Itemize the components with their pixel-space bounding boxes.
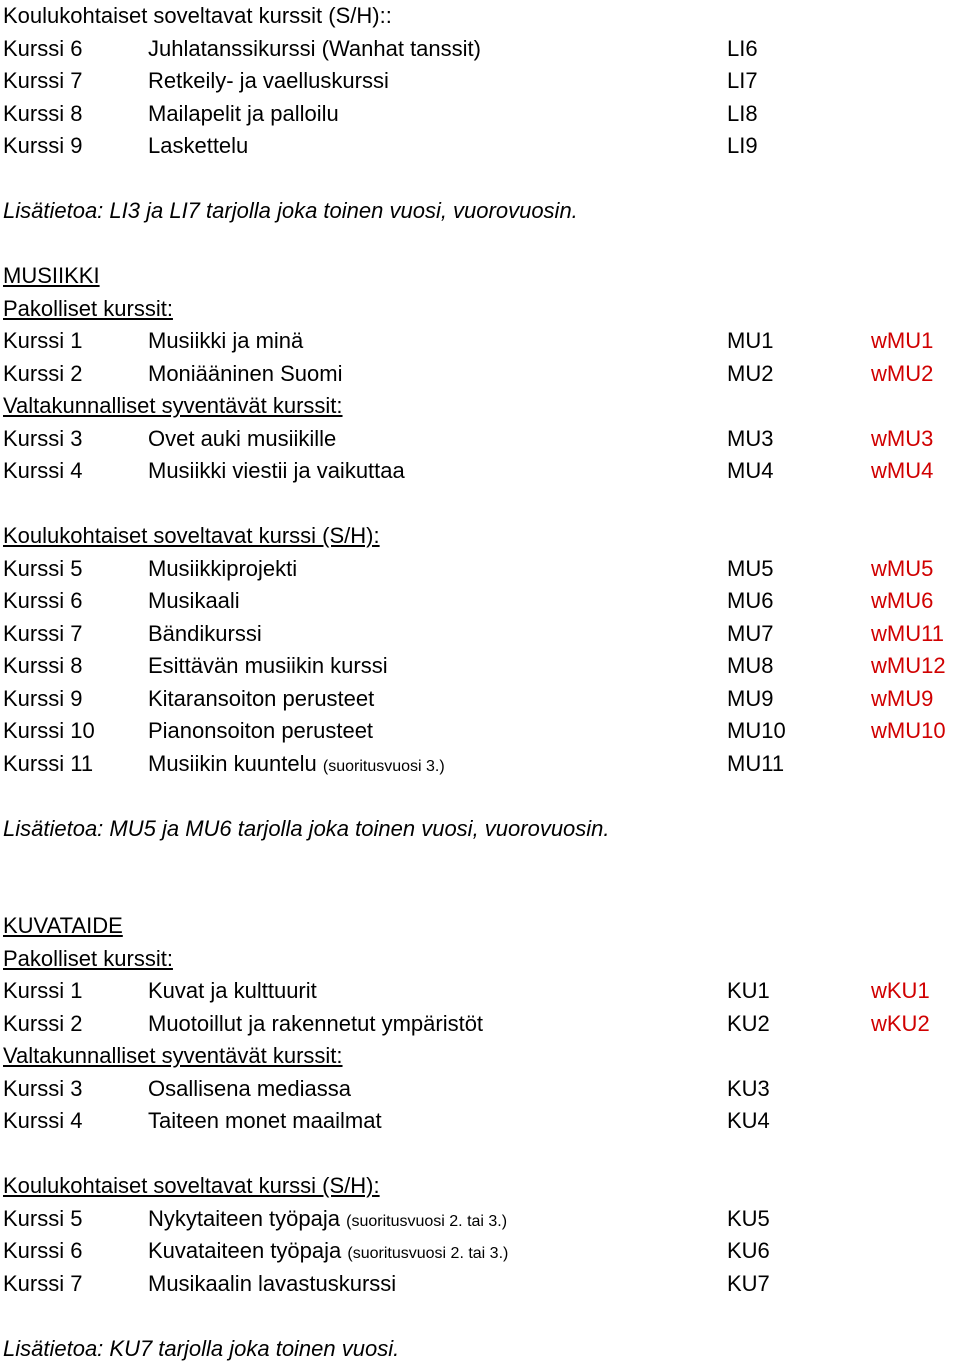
course-row bbox=[3, 1073, 958, 1106]
course-row bbox=[3, 358, 958, 391]
course-number: Kurssi 3 bbox=[3, 423, 82, 456]
course-code: LI9 bbox=[727, 130, 758, 163]
course-number: Kurssi 5 bbox=[3, 553, 82, 586]
course-name: Musiikki viestii ja vaikuttaa bbox=[148, 455, 405, 488]
course-code: KU1 bbox=[727, 975, 770, 1008]
web-course-code: wMU12 bbox=[871, 650, 946, 683]
course-row bbox=[3, 1203, 958, 1236]
heading-text: Valtakunnalliset syventävät kurssit: bbox=[3, 393, 343, 418]
course-row bbox=[3, 715, 958, 748]
heading-text: Pakolliset kurssit: bbox=[3, 946, 173, 971]
subject-title-kuvataide bbox=[3, 910, 958, 943]
info-text: Lisätietoa: LI3 ja LI7 tarjolla joka toinen vuosi, vuorovuosin. bbox=[3, 195, 578, 228]
course-code: MU7 bbox=[727, 618, 773, 651]
course-number: Kurssi 5 bbox=[3, 1203, 82, 1236]
course-code: KU5 bbox=[727, 1203, 770, 1236]
subject-title-musiikki bbox=[3, 260, 958, 293]
course-code: LI8 bbox=[727, 98, 758, 131]
course-name: Muotoillut ja rakennetut ympäristöt bbox=[148, 1008, 483, 1041]
course-year-note: (suoritusvuosi 2. tai 3.) bbox=[346, 1213, 507, 1230]
course-code: MU4 bbox=[727, 455, 773, 488]
course-number: Kurssi 6 bbox=[3, 33, 82, 66]
course-row bbox=[3, 455, 958, 488]
course-row bbox=[3, 1235, 958, 1268]
course-code: KU6 bbox=[727, 1235, 770, 1268]
course-name-with-note bbox=[148, 748, 445, 784]
course-code: MU11 bbox=[727, 748, 784, 781]
course-number: Kurssi 9 bbox=[3, 683, 82, 716]
course-code: LI6 bbox=[727, 33, 758, 66]
course-code: KU4 bbox=[727, 1105, 770, 1138]
course-name: Musiikki ja minä bbox=[148, 325, 303, 358]
course-row bbox=[3, 325, 958, 358]
course-number: Kurssi 7 bbox=[3, 1268, 82, 1301]
course-number: Kurssi 4 bbox=[3, 455, 82, 488]
course-name: Esittävän musiikin kurssi bbox=[148, 650, 388, 683]
course-name: Taiteen monet maailmat bbox=[148, 1105, 382, 1138]
course-name: Musiikkiprojekti bbox=[148, 553, 297, 586]
heading-text: Koulukohtaiset soveltavat kurssi (S/H): bbox=[3, 523, 380, 548]
course-number: Kurssi 7 bbox=[3, 65, 82, 98]
course-number: Kurssi 2 bbox=[3, 1008, 82, 1041]
web-course-code: wMU5 bbox=[871, 553, 933, 586]
course-code: MU2 bbox=[727, 358, 773, 391]
web-course-code: wKU1 bbox=[871, 975, 930, 1008]
course-number: Kurssi 7 bbox=[3, 618, 82, 651]
course-row bbox=[3, 1008, 958, 1041]
compulsory-heading bbox=[3, 293, 958, 326]
course-name: Kuvat ja kulttuurit bbox=[148, 975, 317, 1008]
course-code: LI7 bbox=[727, 65, 758, 98]
course-code: KU7 bbox=[727, 1268, 770, 1301]
course-row bbox=[3, 748, 958, 781]
subject-title-text: KUVATAIDE bbox=[3, 913, 123, 938]
course-name: Kuvataiteen työpaja bbox=[148, 1238, 341, 1263]
course-row bbox=[3, 65, 958, 98]
compulsory-heading bbox=[3, 943, 958, 976]
course-row bbox=[3, 98, 958, 131]
course-name: Juhlatanssikurssi (Wanhat tanssit) bbox=[148, 33, 481, 66]
course-number: Kurssi 6 bbox=[3, 1235, 82, 1268]
course-code: MU3 bbox=[727, 423, 773, 456]
course-code: MU8 bbox=[727, 650, 773, 683]
course-number: Kurssi 1 bbox=[3, 975, 82, 1008]
web-course-code: wMU4 bbox=[871, 455, 933, 488]
web-course-code: wMU2 bbox=[871, 358, 933, 391]
web-course-code: wKU2 bbox=[871, 1008, 930, 1041]
course-code: KU3 bbox=[727, 1073, 770, 1106]
info-note bbox=[3, 1333, 958, 1365]
course-number: Kurssi 4 bbox=[3, 1105, 82, 1138]
section-heading bbox=[3, 0, 958, 33]
course-name: Kitaransoiton perusteet bbox=[148, 683, 374, 716]
course-number: Kurssi 9 bbox=[3, 130, 82, 163]
course-name: Retkeily- ja vaelluskurssi bbox=[148, 65, 389, 98]
web-course-code: wMU3 bbox=[871, 423, 933, 456]
course-year-note: (suoritusvuosi 3.) bbox=[323, 758, 445, 775]
course-code: MU6 bbox=[727, 585, 773, 618]
info-text: Lisätietoa: MU5 ja MU6 tarjolla joka toinen vuosi, vuorovuosin. bbox=[3, 813, 610, 846]
course-row bbox=[3, 553, 958, 586]
national-heading bbox=[3, 390, 958, 423]
course-name: Musikaali bbox=[148, 585, 240, 618]
heading-text: Koulukohtaiset soveltavat kurssit (S/H):: bbox=[3, 0, 392, 33]
course-document bbox=[3, 0, 958, 1365]
course-code: MU5 bbox=[727, 553, 773, 586]
national-heading bbox=[3, 1040, 958, 1073]
course-row bbox=[3, 1105, 958, 1138]
course-number: Kurssi 3 bbox=[3, 1073, 82, 1106]
course-number: Kurssi 2 bbox=[3, 358, 82, 391]
course-name: Pianonsoiton perusteet bbox=[148, 715, 373, 748]
course-row bbox=[3, 33, 958, 66]
course-name: Ovet auki musiikille bbox=[148, 423, 336, 456]
course-name: Laskettelu bbox=[148, 130, 248, 163]
course-row bbox=[3, 585, 958, 618]
subject-title-text: MUSIIKKI bbox=[3, 263, 100, 288]
info-note bbox=[3, 813, 958, 846]
course-number: Kurssi 8 bbox=[3, 650, 82, 683]
heading-text: Koulukohtaiset soveltavat kurssi (S/H): bbox=[3, 1173, 380, 1198]
course-name: Osallisena mediassa bbox=[148, 1073, 351, 1106]
course-number: Kurssi 10 bbox=[3, 715, 95, 748]
course-code: MU10 bbox=[727, 715, 786, 748]
course-code: MU9 bbox=[727, 683, 773, 716]
web-course-code: wMU11 bbox=[871, 618, 944, 651]
course-name: Musikaalin lavastuskurssi bbox=[148, 1268, 396, 1301]
course-name: Nykytaiteen työpaja bbox=[148, 1206, 340, 1231]
course-row bbox=[3, 975, 958, 1008]
info-text: Lisätietoa: KU7 tarjolla joka toinen vuosi. bbox=[3, 1333, 399, 1365]
course-name: Moniääninen Suomi bbox=[148, 358, 342, 391]
course-name-with-note bbox=[148, 1203, 507, 1239]
web-course-code: wMU10 bbox=[871, 715, 946, 748]
course-row bbox=[3, 650, 958, 683]
heading-text: Valtakunnalliset syventävät kurssit: bbox=[3, 1043, 343, 1068]
course-code: MU1 bbox=[727, 325, 773, 358]
course-row bbox=[3, 130, 958, 163]
course-name-with-note bbox=[148, 1235, 508, 1271]
course-number: Kurssi 1 bbox=[3, 325, 82, 358]
course-code: KU2 bbox=[727, 1008, 770, 1041]
heading-text: Pakolliset kurssit: bbox=[3, 296, 173, 321]
course-number: Kurssi 6 bbox=[3, 585, 82, 618]
course-number: Kurssi 11 bbox=[3, 748, 93, 781]
web-course-code: wMU6 bbox=[871, 585, 933, 618]
course-number: Kurssi 8 bbox=[3, 98, 82, 131]
course-name: Musiikin kuuntelu bbox=[148, 751, 317, 776]
course-row bbox=[3, 683, 958, 716]
web-course-code: wMU9 bbox=[871, 683, 933, 716]
school-heading bbox=[3, 520, 958, 553]
course-row bbox=[3, 423, 958, 456]
course-name: Mailapelit ja palloilu bbox=[148, 98, 339, 131]
course-year-note: (suoritusvuosi 2. tai 3.) bbox=[347, 1245, 508, 1262]
school-heading bbox=[3, 1170, 958, 1203]
web-course-code: wMU1 bbox=[871, 325, 933, 358]
course-row bbox=[3, 618, 958, 651]
course-name: Bändikurssi bbox=[148, 618, 262, 651]
info-note bbox=[3, 195, 958, 228]
course-row bbox=[3, 1268, 958, 1301]
